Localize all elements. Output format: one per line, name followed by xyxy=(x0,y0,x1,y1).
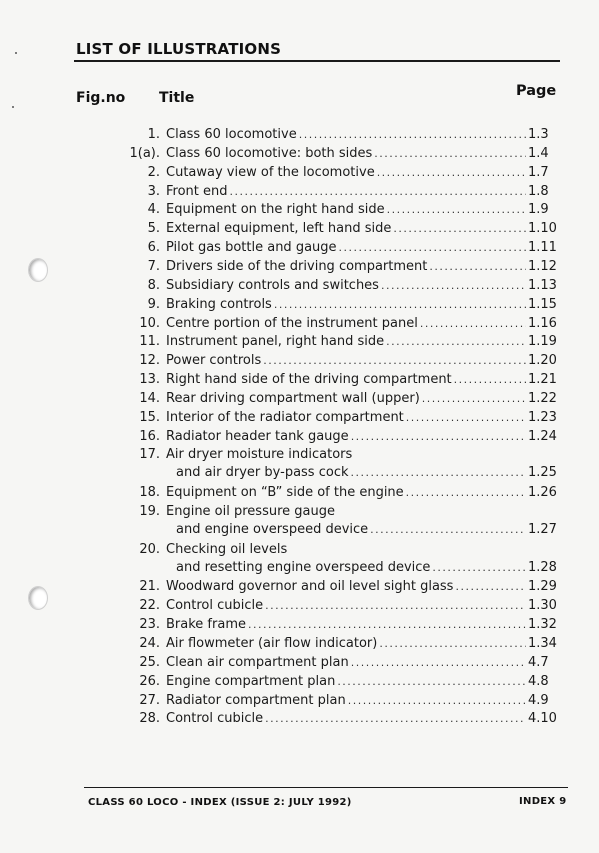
page-reference: 1.19 xyxy=(528,334,557,350)
page-reference: 4.7 xyxy=(528,654,549,670)
figure-number: 4. xyxy=(147,202,160,218)
figure-title xyxy=(166,503,526,539)
page-reference: 1.20 xyxy=(528,353,557,369)
figure-number: 14. xyxy=(139,390,160,406)
figure-number: 11. xyxy=(139,334,160,350)
figure-title xyxy=(166,315,526,333)
page-reference: 1.16 xyxy=(528,315,557,331)
figure-number: 27. xyxy=(139,692,160,708)
figure-title xyxy=(166,183,526,201)
figure-title-line xyxy=(166,559,526,577)
figure-title-line xyxy=(166,145,526,163)
figure-title xyxy=(166,258,526,276)
dot-leader xyxy=(379,635,526,653)
dot-leader xyxy=(230,183,526,201)
page-reference: 1.24 xyxy=(528,428,557,444)
footer-page-number: INDEX 9 xyxy=(519,796,567,807)
figure-title xyxy=(166,692,526,710)
figure-number: 1(a). xyxy=(129,145,160,161)
figure-title-text: Clean air compartment plan xyxy=(166,654,349,670)
figure-number: 28. xyxy=(139,711,160,727)
figure-title-line xyxy=(166,164,526,182)
figure-title-line xyxy=(166,484,526,502)
figure-title xyxy=(166,710,526,728)
figure-title-text: Engine compartment plan xyxy=(166,673,336,689)
figure-title-line xyxy=(166,126,526,144)
figure-title-line xyxy=(166,578,526,596)
figure-title-line xyxy=(166,201,526,219)
figure-number: 1. xyxy=(147,127,160,142)
figure-title xyxy=(166,201,526,219)
page-reference: 1.21 xyxy=(528,372,557,388)
figure-title-text: Rear driving compartment wall (upper) xyxy=(166,390,420,406)
page-reference: 1.32 xyxy=(528,617,557,633)
figure-title-text: Air flowmeter (air flow indicator) xyxy=(166,635,378,651)
page-reference: 1.11 xyxy=(528,240,557,256)
dot-leader xyxy=(299,126,526,144)
figure-title-text: Equipment on “B” side of the engine xyxy=(166,485,404,501)
figure-title-text: Radiator header tank gauge xyxy=(166,428,349,444)
page-reference: 1.29 xyxy=(528,579,557,595)
figure-title-text: Brake frame xyxy=(166,617,246,633)
figure-title-line xyxy=(166,541,526,559)
figure-title-text: Woodward governor and oil level sight glass xyxy=(166,579,454,595)
figure-title-text: Subsidiary controls and switches xyxy=(166,277,379,293)
figure-number: 6. xyxy=(147,240,160,256)
page-reference: 1.7 xyxy=(528,164,549,180)
figure-number: 16. xyxy=(139,428,160,444)
heading-rule xyxy=(74,60,560,62)
figure-title-text: Front end xyxy=(166,183,228,199)
figure-title-text: Power controls xyxy=(166,353,262,369)
figure-title xyxy=(166,578,526,596)
dot-leader xyxy=(432,559,526,577)
page-reference: 4.8 xyxy=(528,673,549,689)
figure-number: 22. xyxy=(139,598,160,614)
page-reference: 1.28 xyxy=(528,559,557,575)
figure-number: 12. xyxy=(139,353,160,369)
dot-leader xyxy=(351,464,527,482)
figure-title xyxy=(166,428,526,446)
figure-title xyxy=(166,635,526,653)
figure-title-line xyxy=(166,220,526,238)
figure-title xyxy=(166,654,526,672)
figure-title-text: Control cubicle xyxy=(166,598,264,614)
figure-title-text: Checking oil levels xyxy=(166,541,288,557)
figure-title-text: and air dryer by-pass cock xyxy=(176,465,349,481)
page-reference: 4.10 xyxy=(528,711,557,727)
dot-leader xyxy=(381,277,526,295)
page-reference: 1.26 xyxy=(528,485,557,501)
dot-leader xyxy=(370,521,526,539)
figure-number: 26. xyxy=(139,673,160,689)
figure-title xyxy=(166,277,526,295)
figure-title-line xyxy=(166,371,526,389)
dot-leader xyxy=(393,220,526,238)
figure-title-text: Braking controls xyxy=(166,296,272,312)
figure-title-line xyxy=(166,333,526,351)
figure-title-text: Class 60 locomotive xyxy=(166,127,297,142)
figure-title-line xyxy=(166,597,526,615)
figure-title xyxy=(166,541,526,577)
figure-title xyxy=(166,220,526,238)
dot-leader xyxy=(420,315,526,333)
figure-number: 3. xyxy=(147,183,160,199)
page-reference: 1.27 xyxy=(528,522,557,537)
figure-title xyxy=(166,484,526,502)
figure-number: 17. xyxy=(139,447,160,463)
figure-number: 7. xyxy=(147,258,160,274)
page-reference: 4.9 xyxy=(528,692,549,708)
column-header-page: Page xyxy=(516,83,557,99)
figure-title-text: Class 60 locomotive: both sides xyxy=(166,145,373,161)
page-reference: 1.34 xyxy=(528,635,557,651)
column-header-title: Title xyxy=(159,90,195,106)
figure-number: 8. xyxy=(147,277,160,293)
figure-title-line xyxy=(166,352,526,370)
paper-speck xyxy=(15,52,17,54)
figure-title-line xyxy=(166,315,526,333)
figure-number: 20. xyxy=(139,541,160,557)
dot-leader xyxy=(351,654,526,672)
dot-leader xyxy=(377,164,526,182)
figure-number: 24. xyxy=(139,635,160,651)
figure-title xyxy=(166,164,526,182)
dot-leader xyxy=(406,409,526,427)
figure-title-text: External equipment, left hand side xyxy=(166,221,392,237)
dot-leader xyxy=(454,371,526,389)
paper-speck xyxy=(12,106,14,108)
figure-title-line xyxy=(166,183,526,201)
figure-title-line xyxy=(166,503,526,521)
figure-title xyxy=(166,597,526,615)
dot-leader xyxy=(339,239,526,257)
page-reference: 1.9 xyxy=(528,202,549,218)
figure-title xyxy=(166,446,526,482)
dot-leader xyxy=(263,352,526,370)
figure-title xyxy=(166,352,526,370)
figure-title-text: Air dryer moisture indicators xyxy=(166,447,353,463)
dot-leader xyxy=(422,390,526,408)
figure-number: 19. xyxy=(139,504,160,519)
figure-title-line xyxy=(166,654,526,672)
page-reference: 1.30 xyxy=(528,598,557,614)
figure-title xyxy=(166,333,526,351)
page-reference: 1.15 xyxy=(528,296,557,312)
figure-title-text: Interior of the radiator compartment xyxy=(166,409,404,425)
figure-title-line xyxy=(166,428,526,446)
figure-title xyxy=(166,145,526,163)
figure-title-text: and engine overspeed device xyxy=(176,522,369,537)
figure-number: 15. xyxy=(139,409,160,425)
figure-title-text: and resetting engine overspeed device xyxy=(176,559,431,575)
figure-title-text: Control cubicle xyxy=(166,711,264,727)
page-reference: 1.3 xyxy=(528,127,549,142)
dot-leader xyxy=(248,616,526,634)
figure-title-line xyxy=(166,446,526,464)
figure-number: 23. xyxy=(139,617,160,633)
figure-title xyxy=(166,390,526,408)
figure-number: 2. xyxy=(147,164,160,180)
page-reference: 1.22 xyxy=(528,390,557,406)
dot-leader xyxy=(337,673,526,691)
figure-title-text: Drivers side of the driving compartment xyxy=(166,258,428,274)
page-reference: 1.25 xyxy=(528,465,557,481)
figure-title-text: Radiator compartment plan xyxy=(166,692,346,708)
figure-title xyxy=(166,296,526,314)
dot-leader xyxy=(455,578,526,596)
page-reference: 1.12 xyxy=(528,258,557,274)
figure-title-text: Right hand side of the driving compartment xyxy=(166,372,452,388)
figure-number: 25. xyxy=(139,654,160,670)
figure-title xyxy=(166,673,526,691)
figure-title-line xyxy=(166,390,526,408)
figure-title xyxy=(166,371,526,389)
figure-number: 5. xyxy=(147,221,160,237)
figure-title xyxy=(166,126,526,144)
figure-title-text: Engine oil pressure gauge xyxy=(166,504,335,519)
dot-leader xyxy=(387,201,526,219)
figure-title-line xyxy=(166,409,526,427)
page-heading: LIST OF ILLUSTRATIONS xyxy=(76,40,282,58)
figure-title-line xyxy=(166,296,526,314)
figure-number: 9. xyxy=(147,296,160,312)
figure-title-text: Instrument panel, right hand side xyxy=(166,334,385,350)
dot-leader xyxy=(265,597,526,615)
page-reference: 1.10 xyxy=(528,221,557,237)
dot-leader xyxy=(265,710,526,728)
figure-title-text: Pilot gas bottle and gauge xyxy=(166,240,337,256)
dot-leader xyxy=(374,145,526,163)
page-reference: 1.4 xyxy=(528,145,549,161)
figure-title xyxy=(166,409,526,427)
page-reference: 1.8 xyxy=(528,183,549,199)
figure-title-line xyxy=(166,239,526,257)
footer-document-title: CLASS 60 LOCO - INDEX (ISSUE 2: JULY 1992) xyxy=(88,797,352,808)
figure-number: 18. xyxy=(139,485,160,501)
dot-leader xyxy=(351,428,526,446)
footer-rule xyxy=(84,787,568,788)
dot-leader xyxy=(348,692,526,710)
figure-title-line xyxy=(166,710,526,728)
page-reference: 1.13 xyxy=(528,277,557,293)
figure-title-text: Centre portion of the instrument panel xyxy=(166,315,418,331)
figure-title-line xyxy=(166,258,526,276)
dot-leader xyxy=(386,333,526,351)
figure-number: 13. xyxy=(139,372,160,388)
figure-title-line xyxy=(166,673,526,691)
figure-title-text: Equipment on the right hand side xyxy=(166,202,385,218)
dot-leader xyxy=(406,484,526,502)
figure-number: 21. xyxy=(139,579,160,595)
figure-title xyxy=(166,239,526,257)
figure-title-text: Cutaway view of the locomotive xyxy=(166,164,375,180)
figure-number: 10. xyxy=(139,315,160,331)
figure-title-line xyxy=(166,464,526,482)
column-header-fig-no: Fig.no xyxy=(76,90,126,106)
figure-title-line xyxy=(166,635,526,653)
figure-title-line xyxy=(166,692,526,710)
dot-leader xyxy=(274,296,526,314)
figure-title xyxy=(166,616,526,634)
page-reference: 1.23 xyxy=(528,409,557,425)
figure-title-line xyxy=(166,277,526,295)
figure-title-line xyxy=(166,521,526,539)
dot-leader xyxy=(429,258,526,276)
figure-title-line xyxy=(166,616,526,634)
